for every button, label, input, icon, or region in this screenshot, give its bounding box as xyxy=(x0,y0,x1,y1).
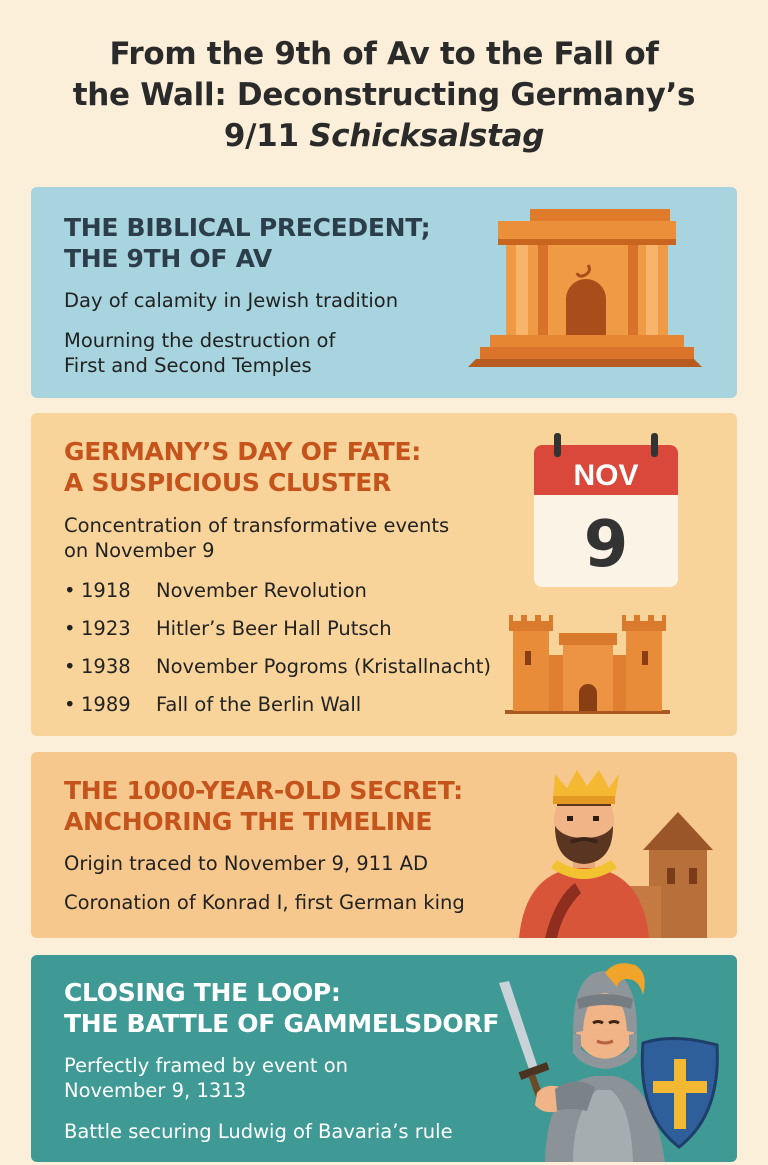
bullet-icon: • xyxy=(64,579,76,602)
section-point: Coronation of Konrad I, first German king xyxy=(64,891,465,914)
title-line-2: the Wall: Deconstructing Germany’s xyxy=(72,77,696,113)
title-line-3-italic: Schicksalstag xyxy=(309,118,545,154)
temple-icon xyxy=(468,207,703,372)
section-title-line-2: THE BATTLE OF GAMMELSDORF xyxy=(64,1009,500,1038)
section-title xyxy=(64,977,499,1039)
bullet-icon: • xyxy=(64,693,76,716)
event-year: 1923 xyxy=(81,617,131,640)
title-line-3-plain: 9/11 xyxy=(223,118,310,154)
page-title xyxy=(0,34,768,157)
section-intro-line-1: Concentration of transformative events xyxy=(64,514,450,537)
king-icon xyxy=(515,768,735,938)
event-year: 1918 xyxy=(81,579,131,602)
section-title xyxy=(64,212,430,274)
section-point: Day of calamity in Jewish tradition xyxy=(64,289,399,312)
section-gammelsdorf xyxy=(31,955,737,1162)
event-year: 1938 xyxy=(81,655,131,678)
section-intro xyxy=(64,513,449,563)
section-title-line-2: THE 9TH OF AV xyxy=(64,244,272,273)
section-day-of-fate xyxy=(31,413,737,736)
section-1000-year-secret xyxy=(31,752,737,938)
event-list-item xyxy=(64,616,392,641)
event-list-item xyxy=(64,692,361,717)
calendar-day: 9 xyxy=(583,508,629,582)
event-year: 1989 xyxy=(81,693,131,716)
event-list-item xyxy=(64,578,367,603)
section-title-line-2: A SUSPICIOUS CLUSTER xyxy=(64,468,391,497)
event-name: Fall of the Berlin Wall xyxy=(156,693,362,716)
section-title xyxy=(64,775,463,837)
title-line-1: From the 9th of Av to the Fall of xyxy=(109,36,659,72)
section-biblical-precedent xyxy=(31,187,737,398)
knight-icon xyxy=(493,963,725,1162)
event-name: Hitler’s Beer Hall Putsch xyxy=(156,617,392,640)
section-title-line-1: GERMANY’S DAY OF FATE: xyxy=(64,437,421,466)
bullet-icon: • xyxy=(64,617,76,640)
event-list-item xyxy=(64,654,491,679)
bullet-icon: • xyxy=(64,655,76,678)
calendar-icon xyxy=(532,433,682,589)
section-title-line-1: THE 1000-YEAR-OLD SECRET: xyxy=(64,776,463,805)
title-line-3 xyxy=(0,116,768,157)
castle-icon xyxy=(505,615,670,715)
section-title-line-1: CLOSING THE LOOP: xyxy=(64,978,341,1007)
section-point-line-2: November 9, 1313 xyxy=(64,1079,247,1102)
section-point-line-1: Mourning the destruction of xyxy=(64,329,336,352)
calendar-month: NOV xyxy=(573,459,639,492)
event-name: November Pogroms (Kristallnacht) xyxy=(156,655,491,678)
section-point: Battle securing Ludwig of Bavaria’s rule xyxy=(64,1120,453,1143)
section-point: Origin traced to November 9, 911 AD xyxy=(64,852,429,875)
section-point xyxy=(64,328,335,378)
event-name: November Revolution xyxy=(156,579,367,602)
section-point xyxy=(64,1053,348,1103)
section-title-line-1: THE BIBLICAL PRECEDENT; xyxy=(64,213,431,242)
section-title-line-2: ANCHORING THE TIMELINE xyxy=(64,807,433,836)
section-point-line-2: First and Second Temples xyxy=(64,354,312,377)
section-title xyxy=(64,436,421,498)
section-point-line-1: Perfectly framed by event on xyxy=(64,1054,349,1077)
section-intro-line-2: on November 9 xyxy=(64,539,215,562)
